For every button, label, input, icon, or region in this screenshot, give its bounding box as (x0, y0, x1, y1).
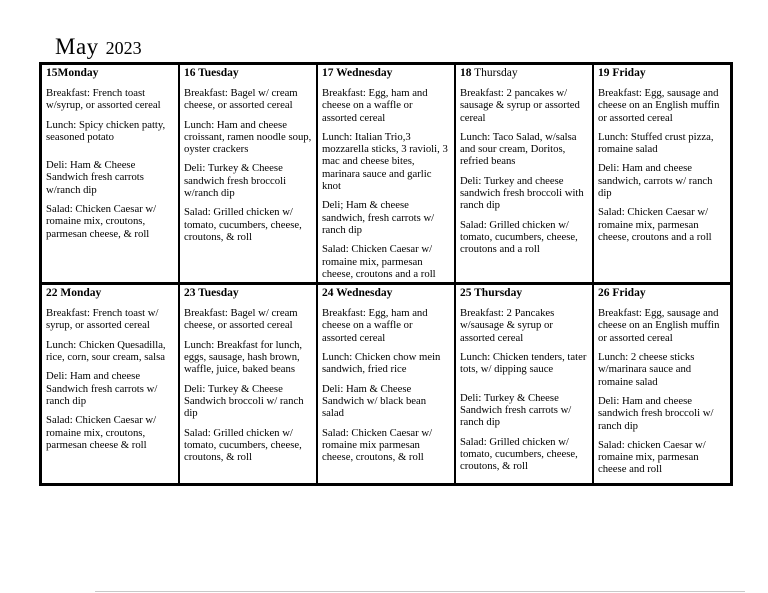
day-header (460, 287, 588, 300)
meal-text: Breakfast: 2 pancakes w/ sausage & syrup or assorted cereal (459, 87, 580, 124)
meal-text: Breakfast: French toast w/syrup, or assorted cereal (46, 87, 161, 112)
menu-calendar-table (39, 62, 733, 486)
meal-spacer (460, 382, 588, 385)
meal-text: Deli: Ham & Cheese Sandwich w/ black bean salad (321, 382, 427, 420)
week-row-1 (41, 64, 732, 284)
day-cell-25-thursday (455, 284, 593, 485)
day-header-text: 23 Tuesday (183, 287, 239, 300)
meal-text: Deli: Turkey & Cheese Sandwich fresh carrots w/ ranch dip (459, 391, 572, 429)
day-header-text: 22 Monday (46, 287, 102, 300)
meal-text: Salad: Chicken Caesar w/ romaine mix parmesan cheese, croutons, & roll (321, 426, 433, 464)
day-header (322, 287, 450, 300)
meal-text: Salad: chicken Caesar w/ romaine mix, parmesan cheese and roll (597, 438, 706, 476)
day-header (46, 67, 174, 80)
day-cell-18-thursday (455, 64, 593, 284)
day-header (460, 67, 588, 80)
meal-text: Salad: Grilled chicken w/ tomato, cucumbers, cheese, croutons, & roll (459, 435, 578, 473)
meal-text: Salad: Grilled chicken w/ tomato, cucumbers, cheese, croutons, & roll (183, 206, 302, 243)
meal-text: Breakfast: Egg, sausage and cheese on an English muffin or assorted cereal (597, 87, 720, 124)
meal-text: Lunch: Stuffed crust pizza, romaine salad (597, 130, 714, 156)
meal-text: Salad: Chicken Caesar w/ romaine mix, parmesan cheese, croutons and a roll (321, 243, 436, 280)
meal-text: Lunch: Chicken chow mein sandwich, fried rice (321, 351, 441, 376)
meal-text: Deli: Ham & Cheese Sandwich fresh carrots w/ranch dip (46, 159, 144, 196)
meal-text: Breakfast: French toast w/ syrup, or assorted cereal (46, 307, 159, 332)
day-header-text: 26 Friday (597, 287, 646, 300)
week-row-2 (41, 284, 732, 485)
meal-text: Breakfast: Bagel w/ cream cheese, or assorted cereal (183, 87, 298, 112)
meal-text: Breakfast: Egg, ham and cheese on a waffle or assorted cereal (321, 307, 428, 344)
meal-text: Breakfast: Egg, ham and cheese on a waffle or assorted cereal (321, 87, 428, 124)
page-bottom-scan-artifact (95, 591, 745, 592)
day-header-text: 16 Tuesday (183, 67, 239, 79)
day-cell-15-monday (41, 64, 179, 284)
meal-text: Deli: Turkey & Cheese Sandwich broccoli w/ ranch dip (183, 382, 304, 420)
meal-text: Lunch: Taco Salad, w/salsa and sour cream, Doritos, refried beans (459, 130, 577, 168)
day-header (184, 287, 312, 300)
meal-spacer (46, 149, 174, 152)
day-header-text: 17 Wednesday (321, 67, 393, 79)
day-cell-22-monday (41, 284, 179, 485)
day-header (184, 67, 312, 80)
meal-text: Lunch: Breakfast for lunch, eggs, sausage, hash brown, waffle, juice, baked beans (183, 338, 303, 376)
day-cell-19-friday (593, 64, 732, 284)
day-header-text: 24 Wednesday (321, 287, 393, 300)
title-year: 2023 (105, 38, 142, 58)
meal-text: Lunch: Spicy chicken patty, seasoned potato (46, 118, 166, 143)
page-title (55, 34, 142, 60)
day-header-text: 19 Friday (597, 67, 646, 79)
day-cell-23-tuesday (179, 284, 317, 485)
meal-text: Breakfast: Egg, sausage and cheese on an English muffin or assorted cereal (597, 307, 720, 344)
meal-text: Lunch: Italian Trio,3 mozzarella sticks, 3 ravioli, 3 mac and cheese bites, marinara sauce and garlic knot (321, 130, 448, 193)
day-cell-24-wednesday (317, 284, 455, 485)
day-header-text: 15Monday (46, 67, 99, 79)
day-header (598, 287, 726, 300)
meal-text: Salad: Chicken Caesar w/ romaine mix, croutons, parmesan cheese, & roll (46, 203, 157, 240)
meal-text: Deli: Turkey & Cheese sandwich fresh broccoli w/ranch dip (183, 162, 287, 200)
day-header-text: 25 Thursday (459, 287, 523, 300)
meal-text: Breakfast: Bagel w/ cream cheese, or assorted cereal (183, 307, 298, 332)
meal-text: Deli: Turkey and cheese sandwich fresh broccoli with ranch dip (459, 174, 584, 212)
day-header (598, 67, 726, 80)
day-header (46, 287, 174, 300)
meal-text: Lunch: Ham and cheese croissant, ramen noodle soup, oyster crackers (183, 118, 312, 156)
meal-text: Lunch: Chicken tenders, tater tots, w/ dipping sauce (459, 351, 587, 376)
day-cell-26-friday (593, 284, 732, 485)
meal-text: Deli: Ham and cheese Sandwich fresh carrots w/ ranch dip (46, 370, 158, 407)
meal-text: Salad: Grilled chicken w/ tomato, cucumbers, cheese, croutons, & roll (183, 426, 302, 464)
meal-text: Salad: Chicken Caesar w/ romaine mix, croutons, parmesan cheese & roll (46, 414, 157, 451)
meal-text: Salad: Chicken Caesar w/ romaine mix, parmesan cheese, croutons and a roll (597, 206, 712, 243)
day-header-text: 18 (459, 67, 472, 79)
meal-text: Lunch: 2 cheese sticks w/marinara sauce and romaine salad (597, 351, 695, 388)
title-month: May (55, 34, 99, 59)
meal-text: Deli; Ham & cheese sandwich, fresh carrots w/ ranch dip (321, 199, 435, 236)
meal-text: Breakfast: 2 Pancakes w/sausage & syrup or assorted cereal (459, 307, 555, 344)
day-header-rest: Thursday (471, 67, 518, 79)
day-header (322, 67, 450, 80)
day-cell-17-wednesday (317, 64, 455, 284)
meal-text: Deli: Ham and cheese sandwich fresh broccoli w/ ranch dip (597, 394, 714, 432)
day-cell-16-tuesday (179, 64, 317, 284)
meal-text: Salad: Grilled chicken w/ tomato, cucumbers, cheese, croutons and a roll (459, 218, 578, 256)
meal-text: Lunch: Chicken Quesadilla, rice, corn, sour cream, salsa (46, 338, 166, 364)
meal-text: Deli: Ham and cheese sandwich, carrots w/ ranch dip (597, 162, 713, 200)
